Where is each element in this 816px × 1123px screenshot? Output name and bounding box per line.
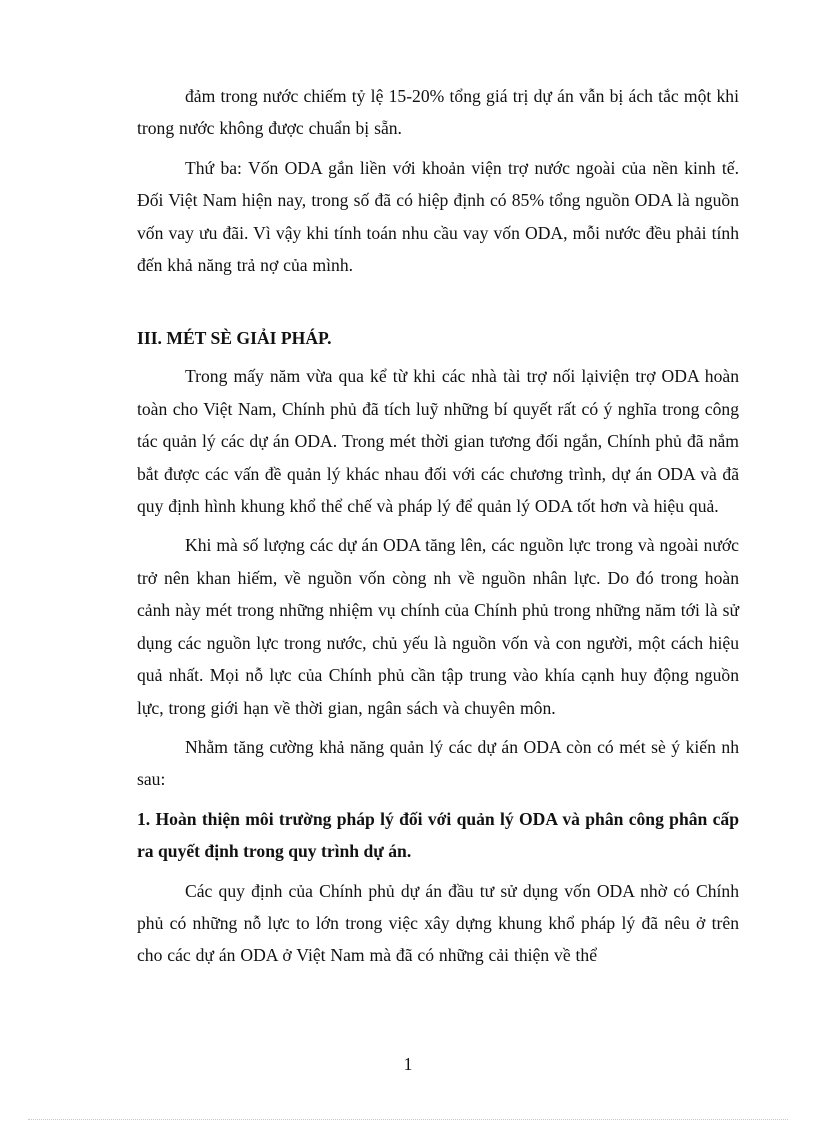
subsection-heading: 1. Hoàn thiện môi trường pháp lý đối với quản lý ODA và phân công phân cấp ra quyết định trong quy trình dự án. bbox=[137, 808, 739, 862]
paragraph-continued: đảm trong nước chiếm tỷ lệ 15-20% tổng giá trị dự án vẫn bị ách tắc một khi trong nước không được chuẩn bị sẵn. bbox=[137, 86, 739, 139]
page-bottom-divider bbox=[28, 1119, 788, 1120]
page-number: 1 bbox=[403, 1054, 413, 1074]
page-body bbox=[137, 80, 739, 972]
section-heading: III. MÉT SÈ GIẢI PHÁP. bbox=[137, 328, 332, 349]
paragraph-intro: Trong mấy năm vừa qua kể từ khi các nhà tài trợ nối lạiviện trợ ODA hoàn toàn cho Việt Nam, Chính phủ đã tích luỹ những bí quyết rất có ý nghĩa trong công tác quản lý các dự án ODA. Trong mét thời gian tương đối ngắn, Chính phủ đã nắm bắt được các vấn đề quản lý khác nhau đối với các chương trình, dự án ODA và đã quy định hình khung khổ thể chế và pháp lý để quản lý ODA tốt hơn và hiệu quả. bbox=[137, 366, 739, 517]
paragraph-resources: Khi mà số lượng các dự án ODA tăng lên, các nguồn lực trong và ngoài nước trở nên khan hiếm, về nguồn vốn còng nh về nguồn nhân lực. Do đó trong hoàn cảnh này mét trong những nhiệm vụ chính của Chính phủ trong những năm tới là sử dụng các nguồn lực trong nước, chủ yếu là nguồn vốn và con người, một cách hiệu quả nhất. Mọi nỗ lực của Chính phủ cần tập trung vào khía cạnh huy động nguồn lực, trong giới hạn về thời gian, ngân sách và chuyên môn. bbox=[137, 535, 739, 718]
paragraph-thu-ba: Thứ ba: Vốn ODA gắn liền với khoản viện trợ nước ngoài của nền kinh tế. Đối Việt Nam hiện nay, trong số đã có hiệp định có 85% tổng nguồn ODA là nguồn vốn vay ưu đãi. Vì vậy khi tính toán nhu cầu vay vốn ODA, mỗi nước đều phải tính đến khả năng trả nợ của mình. bbox=[137, 157, 739, 276]
paragraph-proposals: Nhằm tăng cường khả năng quản lý các dự án ODA còn có mét sè ý kiến nh sau: bbox=[137, 736, 739, 790]
paragraph-regulations: Các quy định của Chính phủ dự án đầu tư sử dụng vốn ODA nhờ có Chính phủ có những nỗ lực to lớn trong việc xây dựng khung khổ pháp lý đã nêu ở trên cho các dự án ODA ở Việt Nam mà đã có những cải thiện về thể bbox=[137, 880, 739, 966]
